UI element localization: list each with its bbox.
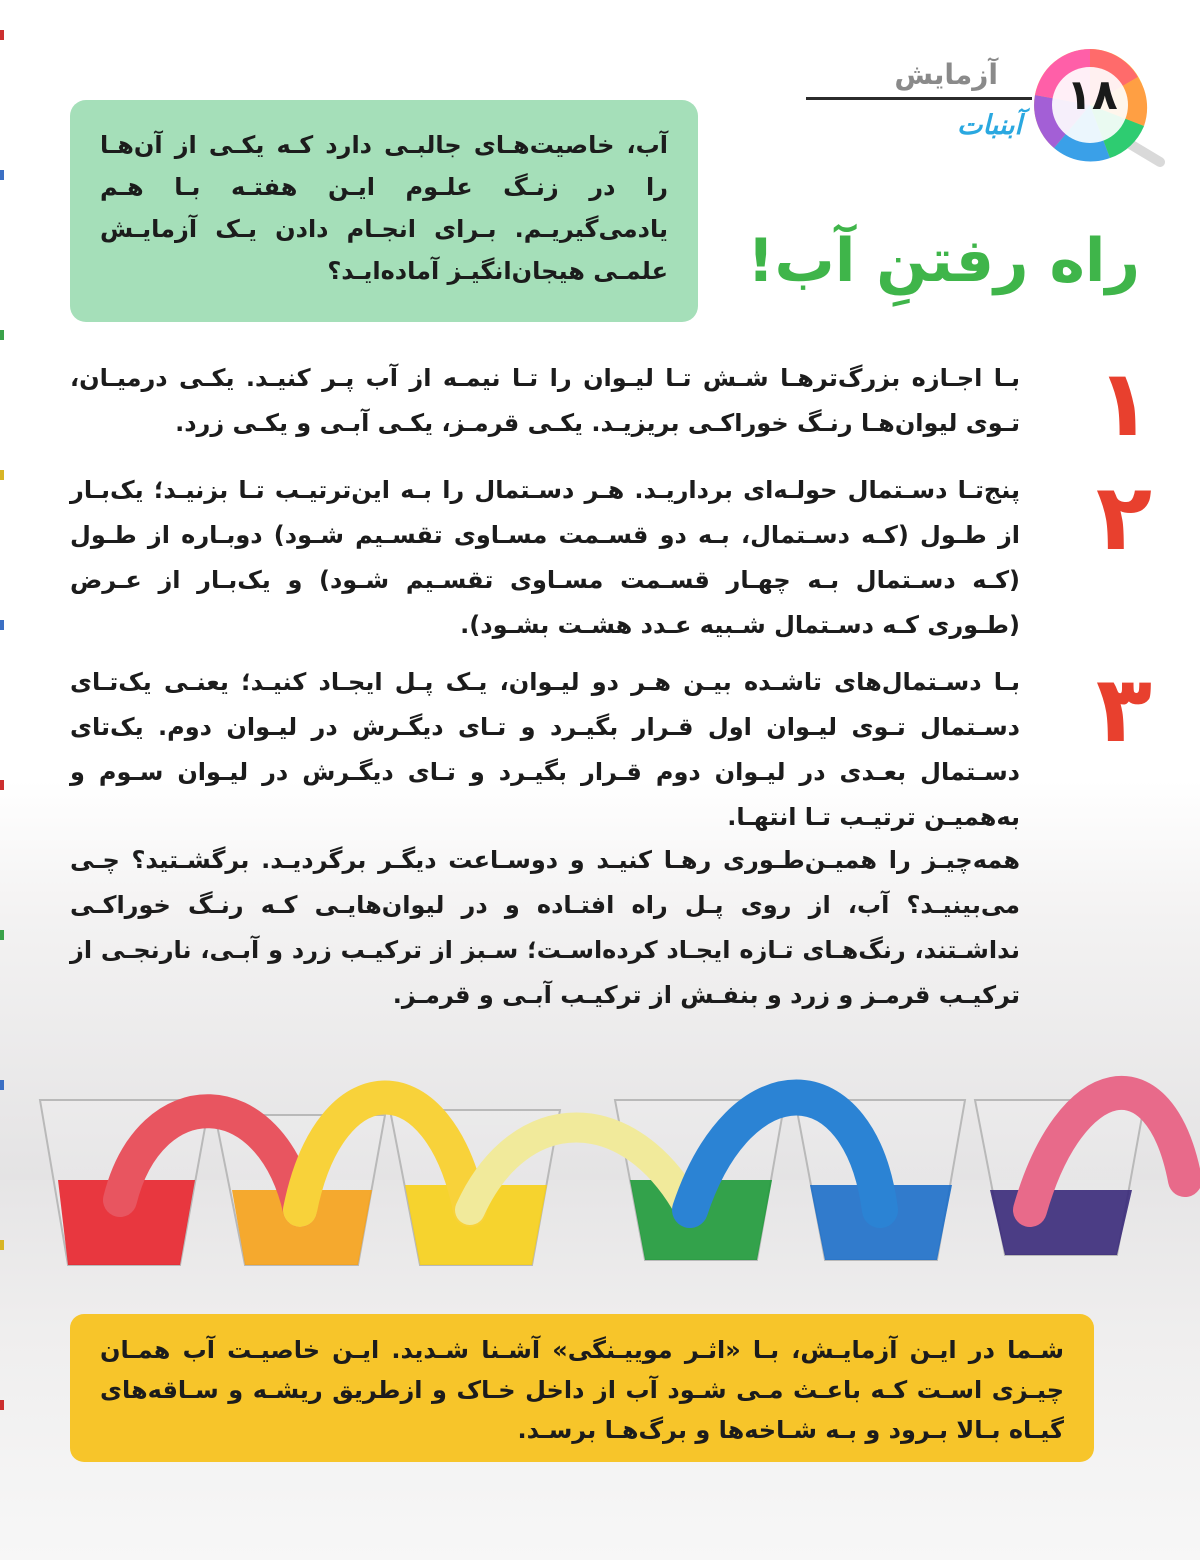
header-rule: [806, 97, 1032, 100]
magazine-logo: آبنبات: [957, 110, 1022, 141]
step-1-text: بـا اجـازه بزرگ‌ترهـا شـش تـا لیـوان را تـا نیمـه از آب پـر کنیـد. یکـی درمیـان، تـوی لیوان‌هـا رنـگ خوراکـی بریزیـد. یکـی قرمـز، یکـی آبـی و یکـی زرد.: [70, 364, 1020, 437]
intro-box: [70, 100, 698, 322]
intro-text: آب، خاصیت‌هـای جالبـی دارد کـه یکـی از آن‌هـا را در زنـگ علـوم ایـن هفتـه بـا هـم یادمی‌گیریـم. بـرای انجـام دادن یـک آزمایـش علمـی هیجان‌انگیـز آماده‌ایـد؟: [100, 131, 668, 285]
page-title: راه رفتنِ آب!: [747, 226, 1140, 296]
result-text: همه‌چیـز را همیـن‌طـوری رهـا کنیـد و دوسـاعت دیگـر برگردیـد. برگشـتید؟ چـی می‌بینیـد؟ آب، از روی پـل راه افتـاده و در لیوان‌هایـی کـه رنـگ خوراکـی نداشـتند، رنگ‌هـای تـازه ایجـاد کرده‌اسـت؛ سـبز از ترکیـب زرد و آبـی، نارنجـی از ترکیـب قرمـز و زرد و بنفـش از ترکیـب آبـی و قرمـز.: [70, 846, 1020, 1009]
section-label: آزمایش: [894, 58, 998, 91]
step-2-number: ۲: [1095, 464, 1152, 571]
step-3-text: بـا دسـتمال‌های تاشـده بیـن هـر دو لیـوان، یـک پـل ایجـاد کنیـد؛ یعنـی یک‌تـای دسـتمال تـوی لیـوان اول قـرار بگیـرد و تـای دیگـرش در لیـوان دوم. یک‌تای دسـتمال بعـدی در لیـوان دوم قـرار بگیـرد و تـای دیگـرش در لیـوان سـوم و به‌همیـن ترتیـب تـا انتهـا.: [70, 668, 1020, 831]
page-number: ۱۸: [1066, 70, 1118, 119]
step-2-text: پنج‌تـا دسـتمال حولـه‌ای برداریـد. هـر دسـتمال را بـه این‌ترتیـب تـا بزنیـد؛ یک‌بـار از طـول (کـه دسـتمال، بـه دو قسـمت مسـاوی تقسـیم شـود) دوبـاره از طـول (کـه دسـتمال بـه چهـار قسـمت مسـاوی تقسـیم شـود) و یک‌بـار از عـرض (طـوری کـه دسـتمال شـبیه عـدد هشـت بشـود).: [70, 476, 1020, 639]
step-3-number: ۳: [1095, 656, 1152, 763]
step-1-number: ۱: [1095, 350, 1152, 457]
note-text: شـما در ایـن آزمایـش، بـا «اثـر موییـنگی» آشـنا شـدید. ایـن خاصیـت آب همـان چیـزی اسـت کـه باعـث مـی شـود آب از داخل خـاک و ازطریق ریشـه و سـاقه‌های گیـاه بـالا بـرود و بـه شـاخه‌ها و برگ‌هـا برسـد.: [100, 1336, 1064, 1444]
rainbow-water-cups-image: [0, 1060, 1200, 1290]
print-edge-marks: [0, 0, 8, 1560]
note-box: [70, 1314, 1094, 1462]
